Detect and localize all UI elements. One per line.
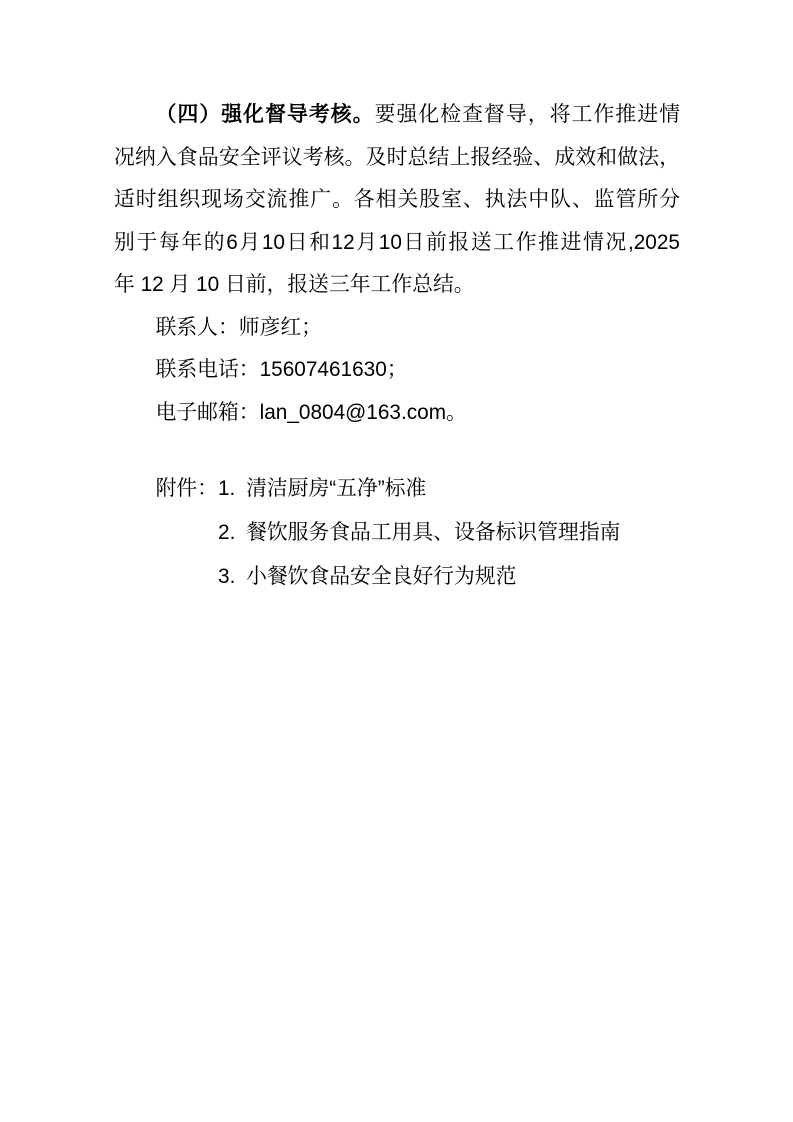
paragraph-line-3: 适时组织现场交流推广。各相关股室、执法中队、监管所分 <box>114 188 680 211</box>
attachment-2-number: 2. <box>218 521 236 544</box>
contact-person-line: 联系人：师彦红； <box>155 315 322 339</box>
document-content <box>114 94 680 599</box>
contact-phone-line: 联系电话：15607461630； <box>155 358 408 381</box>
paragraph-line-4: 别于每年的6月10日和12月10日前报送工作推进情况,2025 <box>114 230 680 254</box>
attachment-1-number: 1. <box>217 477 236 500</box>
contact-email-line: 电子邮箱：lan_0804@163.com。 <box>155 400 467 424</box>
attachment-3-title: 小餐饮食品安全良好行为规范 <box>246 565 517 588</box>
attachments-label: 附件： <box>155 477 218 500</box>
attachment-3-number: 3. <box>218 565 236 588</box>
attachment-1-title: 清洁厨房“五净”标准 <box>246 477 427 500</box>
paragraph-line-1 <box>114 94 680 137</box>
paragraph-line-5: 年 12 月 10 日前，报送三年工作总结。 <box>114 273 475 296</box>
paragraph-lead-bold: （四）强化督导考核。 <box>155 103 375 126</box>
attachment-2-title: 餐饮服务食品工用具、设备标识管理指南 <box>246 521 621 544</box>
paragraph-line-1-rest: 要强化检查督导，将工作推进情 <box>374 103 681 126</box>
attachment-item-1 <box>114 467 680 511</box>
attachment-item-2 <box>114 511 680 555</box>
attachments-block <box>114 467 680 599</box>
paragraph-line-2: 况纳入食品安全评议考核。及时总结上报经验、成效和做法， <box>114 145 680 169</box>
attachment-item-3 <box>114 555 680 599</box>
contact-block <box>114 307 680 435</box>
body-paragraph <box>114 94 680 307</box>
